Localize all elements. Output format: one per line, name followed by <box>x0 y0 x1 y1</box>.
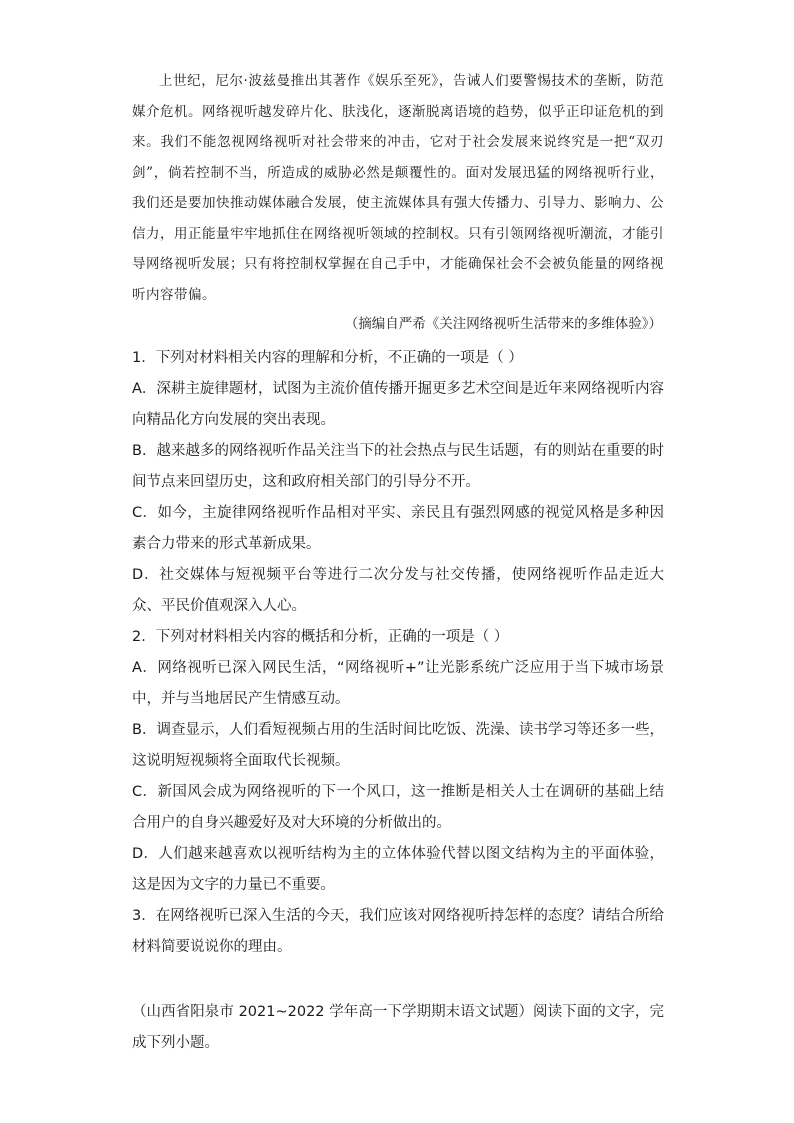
question-2-option-d: D．人们越来越喜欢以视听结构为主的立体体验代替以图文结构为主的平面体验，这是因为文字的力量已不重要。 <box>132 846 664 893</box>
question-1-stem: 1．下列对材料相关内容的理解和分析，不正确的一项是（ ） <box>132 350 523 366</box>
passage-paragraph: 上世纪，尼尔·波兹曼推出其著作《娱乐至死》，告诫人们要警惕技术的垄断，防范媒介危机。网络视听越发碎片化、肤浅化，逐渐脱离语境的趋势，似乎正印证危机的到来。我们不能忽视网络视听对社会带来的冲击，它对于社会发展来说终究是一把“双刃剑”，倘若控制不当，所造成的威胁必然是颠覆性的。面对发展迅猛的网络视听行业，我们还是要加快推动媒体融合发展，使主流媒体具有强大传播力、引导力、影响力、公信力，用正能量牢牢地抓住在网络视听领域的控制权。只有引领网络视听潮流，才能引导网络视听发展；只有将控制权掌握在自己手中，才能确保社会不会被负能量的网络视听内容带偏。 <box>132 73 664 303</box>
question-2-option-a: A．网络视听已深入网民生活，“网络视听+”让光影系统广泛应用于当下城市场景中，并与当地居民产生情感互动。 <box>132 660 664 707</box>
question-1-option-b: B．越来越多的网络视听作品关注当下的社会热点与民生话题，有的则站在重要的时间节点来回望历史，这和政府相关部门的引导分不开。 <box>132 443 664 490</box>
passage-source: （摘编自严希《关注网络视听生活带来的多维体验》） <box>344 316 662 332</box>
question-2-stem: 2．下列对材料相关内容的概括和分析，正确的一项是（ ） <box>132 629 509 645</box>
question-1-option-d: D．社交媒体与短视频平台等进行二次分发与社交传播，使网络视听作品走近大众、平民价值观深入人心。 <box>132 567 664 614</box>
question-list <box>132 343 664 963</box>
question-2-option-c: C．新国风会成为网络视听的下一个风口，这一推断是相关人士在调研的基础上结合用户的自身兴趣爱好及对大环境的分析做出的。 <box>132 784 664 831</box>
question-3-stem: 3．在网络视听已深入生活的今天，我们应该对网络视听持怎样的态度？请结合所给材料简要说说你的理由。 <box>132 908 664 955</box>
question-1-option-a: A．深耕主旋律题材，试图为主流价值传播开掘更多艺术空间是近年来网络视听内容向精品化方向发展的突出表现。 <box>132 381 664 428</box>
question-1-option-c: C．如今，主旋律网络视听作品相对平实、亲民且有强烈网感的视觉风格是多种因素合力带来的形式革新成果。 <box>132 505 664 552</box>
next-section-intro: （山西省阳泉市 2021~2022 学年高一下学期期末语文试题）阅读下面的文字，完成下列小题。 <box>132 1004 664 1051</box>
question-2-option-b: B．调查显示，人们看短视频占用的生活时间比吃饭、洗澡、读书学习等还多一些，这说明短视频将全面取代长视频。 <box>132 722 664 769</box>
